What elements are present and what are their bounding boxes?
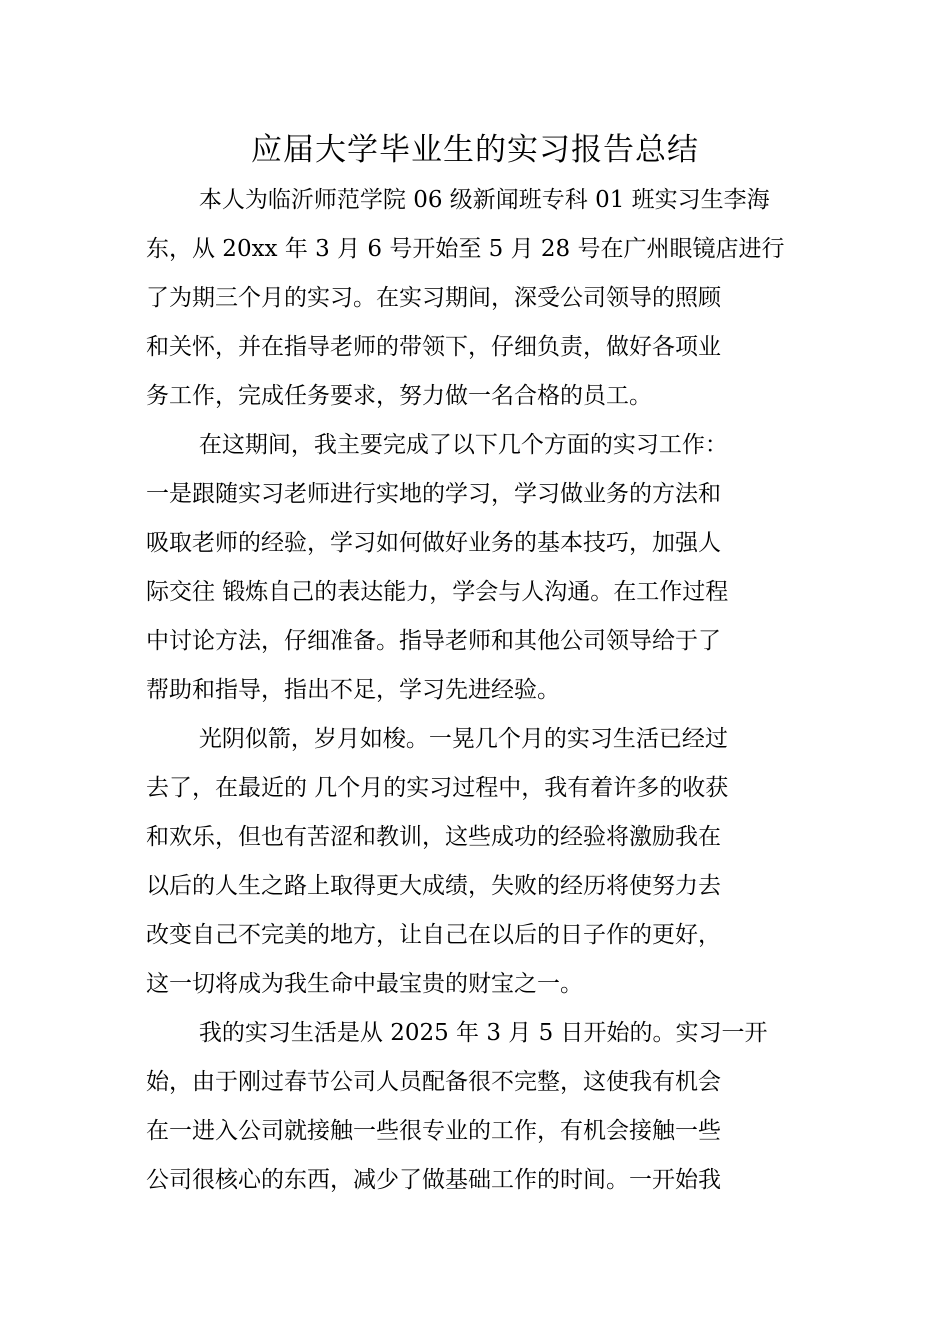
text-line: 公司很核心的东西，减少了做基础工作的时间。一开始我	[146, 1167, 721, 1193]
text-line: 际交往 锻炼自己的表达能力，学会与人沟通。在工作过程	[146, 579, 729, 605]
text-line: 始，由于刚过春节公司人员配备很不完整，这使我有机会	[146, 1069, 721, 1095]
text-line: 一是跟随实习老师进行实地的学习，学习做业务的方法和	[146, 481, 721, 507]
paragraph-2	[146, 421, 808, 715]
text-line: 吸取老师的经验，学习如何做好业务的基本技巧，加强人	[146, 530, 721, 556]
paragraph-4	[146, 1009, 808, 1205]
text-line: 我的实习生活是从 2025 年 3 月 5 日开始的。实习一开	[198, 1020, 768, 1046]
paragraph-1	[146, 176, 808, 421]
text-line: 在这期间，我主要完成了以下几个方面的实习工作：	[198, 432, 728, 458]
text-line: 了为期三个月的实习。在实习期间，深受公司领导的照顾	[146, 285, 721, 311]
paragraph-3	[146, 715, 808, 1009]
text-line: 改变自己不完美的地方，让自己在以后的日子作的更好，	[146, 922, 721, 948]
text-line: 去了，在最近的 几个月的实习过程中，我有着许多的收获	[146, 775, 729, 801]
text-line: 帮助和指导，指出不足，学习先进经验。	[146, 677, 560, 703]
text-line: 东，从 20xx 年 3 月 6 号开始至 5 月 28 号在广州眼镜店进行	[146, 236, 785, 262]
text-line: 光阴似箭，岁月如梭。一晃几个月的实习生活已经过	[198, 726, 728, 752]
text-line: 以后的人生之路上取得更大成绩，失败的经历将使努力去	[146, 873, 721, 899]
document-body	[146, 176, 808, 1205]
text-line: 和关怀，并在指导老师的带领下，仔细负责，做好各项业	[146, 334, 721, 360]
text-line: 中讨论方法，仔细准备。指导老师和其他公司领导给于了	[146, 628, 721, 654]
text-line: 务工作，完成任务要求，努力做一名合格的员工。	[146, 383, 652, 409]
text-line: 和欢乐，但也有苦涩和教训，这些成功的经验将激励我在	[146, 824, 721, 850]
text-line: 在一进入公司就接触一些很专业的工作，有机会接触一些	[146, 1118, 721, 1144]
text-line: 本人为临沂师范学院 06 级新闻班专科 01 班实习生李海	[198, 187, 770, 213]
document-title: 应届大学毕业生的实习报告总结	[251, 132, 699, 168]
text-line: 这一切将成为我生命中最宝贵的财宝之一。	[146, 971, 583, 997]
